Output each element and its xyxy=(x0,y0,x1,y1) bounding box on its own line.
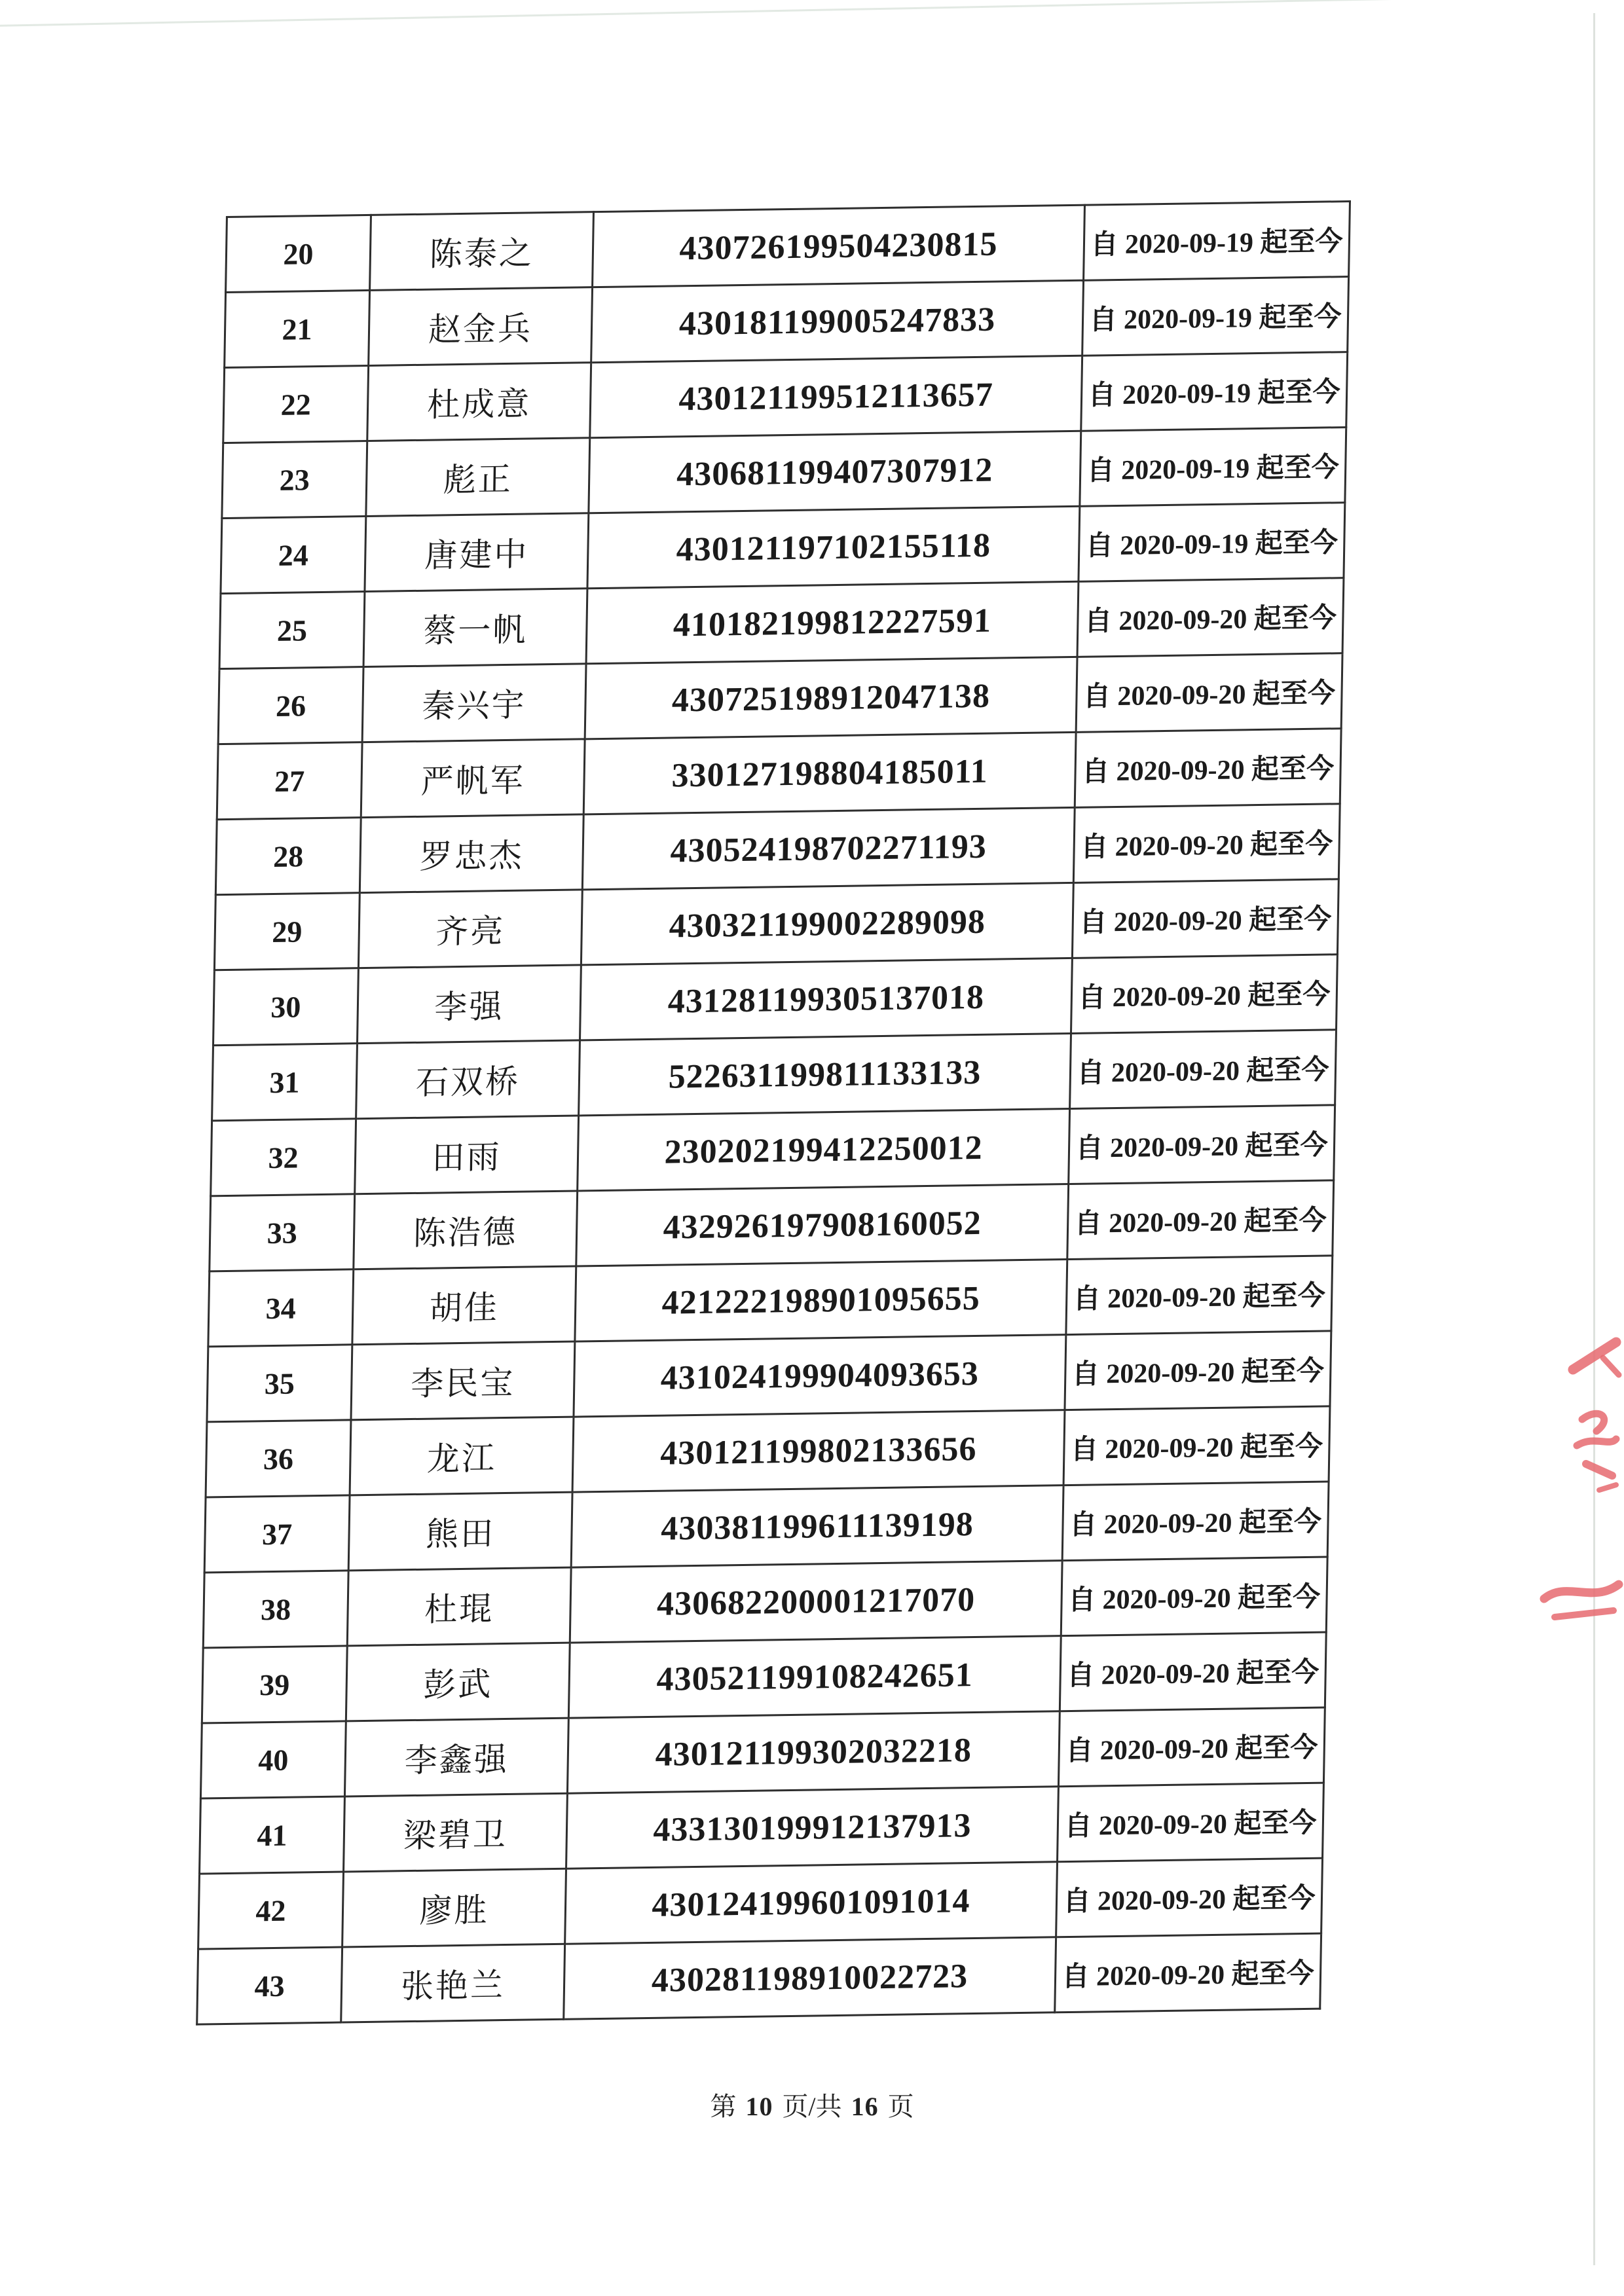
row-number-cell: 27 xyxy=(217,742,362,820)
name-cell: 石双桥 xyxy=(356,1040,580,1119)
period-cell: 自 2020-09-19 起至今 xyxy=(1082,277,1349,356)
name-cell: 彭武 xyxy=(346,1643,570,1721)
red-ink-stamp-fragment-lower xyxy=(1532,1558,1624,1630)
row-number-cell: 23 xyxy=(222,441,367,518)
id-number-cell: 421222198901095655 xyxy=(575,1260,1067,1341)
name-cell: 张艳兰 xyxy=(341,1944,565,2022)
table-row xyxy=(197,1933,1321,2024)
period-cell: 自 2020-09-19 起至今 xyxy=(1081,352,1348,431)
id-number-cell: 522631199811133133 xyxy=(579,1033,1071,1115)
name-cell: 熊田 xyxy=(348,1492,572,1571)
id-number-cell: 430121199802133656 xyxy=(572,1410,1065,1492)
period-cell: 自 2020-09-20 起至今 xyxy=(1055,1933,1321,2013)
id-number-cell: 431281199305137018 xyxy=(580,958,1072,1040)
period-cell: 自 2020-09-20 起至今 xyxy=(1072,879,1338,958)
name-cell: 梁碧卫 xyxy=(344,1793,568,1872)
period-cell: 自 2020-09-20 起至今 xyxy=(1075,729,1341,808)
name-cell: 田雨 xyxy=(355,1116,579,1194)
period-cell: 自 2020-09-20 起至今 xyxy=(1058,1707,1325,1787)
footer-total-pages: 16 xyxy=(851,2092,879,2121)
id-number-cell: 430121197102155118 xyxy=(587,506,1080,588)
name-cell: 李民宝 xyxy=(351,1341,575,1420)
row-number-cell: 38 xyxy=(203,1571,348,1648)
scan-paper-top-edge xyxy=(0,0,1624,27)
footer-suffix: 页 xyxy=(887,2092,914,2121)
id-number-cell: 430726199504230815 xyxy=(593,205,1085,287)
period-cell: 自 2020-09-20 起至今 xyxy=(1060,1632,1326,1711)
red-ink-stamp-fragment-upper xyxy=(1539,1336,1624,1624)
period-cell: 自 2020-09-20 起至今 xyxy=(1071,955,1337,1034)
footer-page-number: 10 xyxy=(745,2092,773,2121)
row-number-cell: 33 xyxy=(210,1194,355,1271)
name-cell: 李鑫强 xyxy=(344,1718,568,1796)
row-number-cell: 20 xyxy=(226,215,371,292)
id-number-cell: 230202199412250012 xyxy=(578,1109,1070,1191)
name-cell: 杜成意 xyxy=(367,363,591,441)
row-number-cell: 36 xyxy=(206,1420,351,1497)
name-cell: 杜琨 xyxy=(347,1567,571,1646)
row-number-cell: 34 xyxy=(208,1269,354,1347)
period-cell: 自 2020-09-20 起至今 xyxy=(1076,653,1342,733)
footer-prefix: 第 xyxy=(710,2092,737,2121)
name-cell: 秦兴宇 xyxy=(362,664,586,742)
id-number-cell: 430121199302032218 xyxy=(567,1711,1060,1793)
period-cell: 自 2020-09-20 起至今 xyxy=(1066,1256,1333,1335)
period-cell: 自 2020-09-20 起至今 xyxy=(1061,1557,1327,1636)
row-number-cell: 43 xyxy=(197,1947,342,2024)
period-cell: 自 2020-09-20 起至今 xyxy=(1073,804,1340,883)
period-cell: 自 2020-09-20 起至今 xyxy=(1062,1482,1329,1561)
id-number-cell: 433130199912137913 xyxy=(566,1787,1059,1868)
id-number-cell: 430181199005247833 xyxy=(591,280,1084,362)
table-body xyxy=(197,202,1350,2025)
period-cell: 自 2020-09-20 起至今 xyxy=(1056,1858,1323,1937)
footer-separator: 页/共 xyxy=(782,2092,842,2121)
name-cell: 蔡一帆 xyxy=(363,589,587,667)
name-cell: 唐建中 xyxy=(365,513,589,592)
name-cell: 廖胜 xyxy=(342,1868,566,1947)
name-cell: 严帆军 xyxy=(361,739,585,818)
period-cell: 自 2020-09-19 起至今 xyxy=(1084,202,1350,281)
row-number-cell: 37 xyxy=(204,1495,350,1573)
name-cell: 齐亮 xyxy=(358,890,582,968)
row-number-cell: 24 xyxy=(221,517,366,594)
row-number-cell: 28 xyxy=(215,818,361,895)
name-cell: 赵金兵 xyxy=(369,287,593,366)
id-number-cell: 330127198804185011 xyxy=(583,732,1076,814)
name-cell: 罗忠杰 xyxy=(360,814,583,893)
row-number-cell: 35 xyxy=(207,1345,352,1422)
page-footer xyxy=(705,2086,918,2123)
id-number-cell: 430124199601091014 xyxy=(565,1862,1058,1944)
scan-paper-right-edge xyxy=(1593,13,1595,2265)
name-cell: 龙江 xyxy=(350,1417,574,1495)
id-number-cell: 410182199812227591 xyxy=(586,581,1079,663)
period-cell: 自 2020-09-20 起至今 xyxy=(1067,1180,1334,1260)
row-number-cell: 42 xyxy=(198,1872,344,1949)
row-number-cell: 26 xyxy=(218,667,363,744)
period-cell: 自 2020-09-20 起至今 xyxy=(1063,1406,1330,1485)
row-number-cell: 25 xyxy=(219,592,365,669)
name-cell: 陈泰之 xyxy=(370,212,594,291)
name-cell: 陈浩德 xyxy=(354,1191,578,1269)
period-cell: 自 2020-09-20 起至今 xyxy=(1058,1783,1324,1862)
id-number-cell: 430381199611139198 xyxy=(571,1485,1063,1567)
row-number-cell: 29 xyxy=(214,893,360,970)
id-number-cell: 430681199407307912 xyxy=(589,431,1081,513)
id-number-cell: 430521199108242651 xyxy=(568,1636,1061,1718)
name-cell: 李强 xyxy=(357,965,581,1044)
row-number-cell: 32 xyxy=(211,1119,356,1196)
id-number-cell: 430321199002289098 xyxy=(581,883,1073,964)
id-number-cell: 432926197908160052 xyxy=(576,1184,1069,1266)
row-number-cell: 41 xyxy=(200,1796,345,1874)
id-number-cell: 431024199904093653 xyxy=(574,1335,1066,1417)
row-number-cell: 30 xyxy=(213,968,358,1046)
id-number-cell: 430281198910022723 xyxy=(564,1937,1056,2019)
row-number-cell: 21 xyxy=(225,290,370,367)
row-number-cell: 31 xyxy=(212,1044,358,1121)
period-cell: 自 2020-09-20 起至今 xyxy=(1070,1030,1337,1109)
row-number-cell: 39 xyxy=(202,1646,347,1723)
row-number-cell: 22 xyxy=(223,365,369,443)
id-number-cell: 430725198912047138 xyxy=(585,657,1077,738)
period-cell: 自 2020-09-20 起至今 xyxy=(1065,1331,1331,1410)
id-number-cell: 430682200001217070 xyxy=(570,1561,1062,1643)
id-number-cell: 430524198702271193 xyxy=(582,807,1075,889)
period-cell: 自 2020-09-19 起至今 xyxy=(1079,503,1345,582)
row-number-cell: 40 xyxy=(200,1721,346,1798)
roster-table xyxy=(196,200,1351,2026)
period-cell: 自 2020-09-19 起至今 xyxy=(1080,428,1346,507)
name-cell: 彪正 xyxy=(366,438,590,517)
period-cell: 自 2020-09-20 起至今 xyxy=(1077,578,1344,657)
id-number-cell: 430121199512113657 xyxy=(590,355,1082,437)
period-cell: 自 2020-09-20 起至今 xyxy=(1069,1105,1335,1184)
name-cell: 胡佳 xyxy=(352,1266,576,1345)
